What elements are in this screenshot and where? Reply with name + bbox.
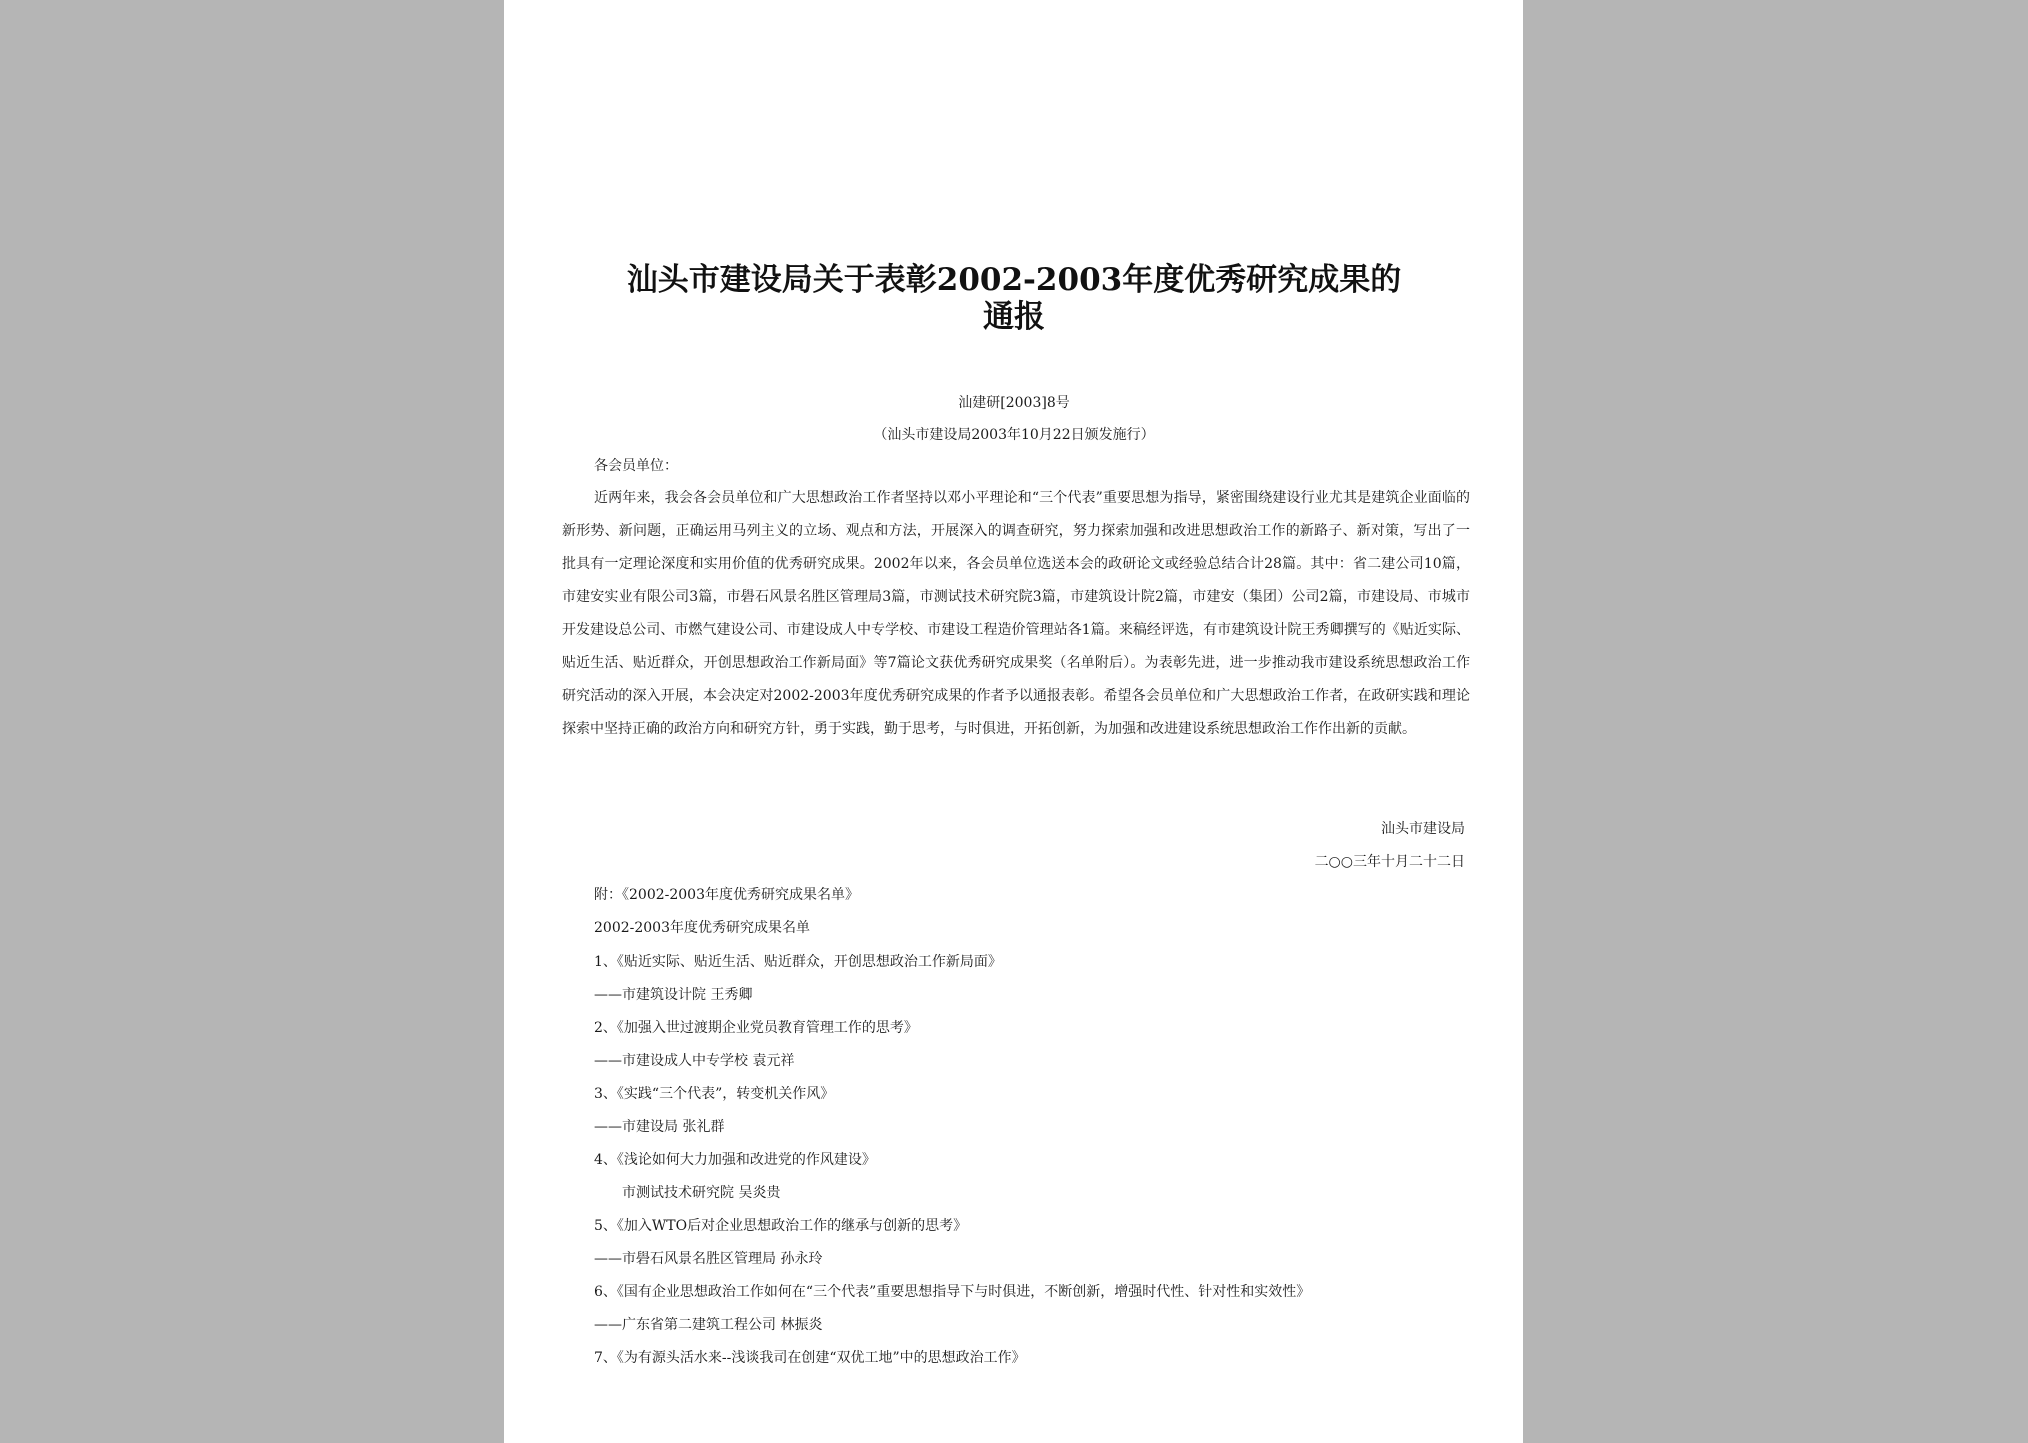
list-item: ——市建设局 张礼群: [594, 1119, 725, 1135]
list-item: ——广东省第二建筑工程公司 林振炎: [594, 1317, 823, 1333]
list-item: 3、《实践“三个代表”，转变机关作风》: [594, 1086, 835, 1102]
body-paragraph: 近两年来，我会各会员单位和广大思想政治工作者坚持以邓小平理论和“三个代表”重要思想为指导，紧密围绕建设行业尤其是建筑企业面临的新形势、新问题，正确运用马列主义的立场、观点和方法，开展深入的调查研究，努力探索加强和改进思想政治工作的新路子、新对策，写出了一批具有一定理论深度和实用价值的优秀研究成果。2002年以来，各会员单位选送本会的政研论文或经验总结合计28篇。其中：省二建公司10篇，市建安实业有限公司3篇，市礐石风景名胜区管理局3篇，市测试技术研究院3篇，市建筑设计院2篇，市建安（集团）公司2篇，市建设局、市城市开发建设总公司、市燃气建设公司、市建设成人中专学校、市建设工程造价管理站各1篇。来稿经评选，有市建筑设计院王秀卿撰写的《贴近实际、贴近生活、贴近群众，开创思想政治工作新局面》等7篇论文获优秀研究成果奖（名单附后）。为表彰先进，进一步推动我市建设系统思想政治工作研究活动的深入开展，本会决定对2002-2003年度优秀研究成果的作者予以通报表彰。希望各会员单位和广大思想政治工作者，在政研实践和理论探索中坚持正确的政治方向和研究方针，勇于实践，勤于思考，与时俱进，开拓创新，为加强和改进建设系统思想政治工作作出新的贡献。: [562, 490, 1470, 737]
list-item: ——市建筑设计院 王秀卿: [594, 987, 753, 1003]
list-item: ——市建设成人中专学校 袁元祥: [594, 1053, 795, 1069]
document-page: [504, 0, 1523, 1443]
document-number: 汕建研[2003]8号: [958, 395, 1070, 411]
list-item: 7、《为有源头活水来--浅谈我司在创建“双优工地”中的思想政治工作》: [594, 1350, 1026, 1366]
issue-note: （汕头市建设局2003年10月22日颁发施行）: [873, 427, 1155, 443]
sign-date: 二○○三年十月二十二日: [1314, 854, 1465, 870]
list-item: 市测试技术研究院 吴炎贵: [594, 1185, 781, 1201]
list-item: ——市礐石风景名胜区管理局 孙永玲: [594, 1251, 823, 1267]
title-line-1: 汕头市建设局关于表彰2002-2003年度优秀研究成果的: [626, 262, 1402, 298]
list-item: 2、《加强入世过渡期企业党员教育管理工作的思考》: [594, 1020, 918, 1036]
document-title: [584, 262, 1444, 336]
title-line-2: 通报: [983, 299, 1045, 335]
list-item: 5、《加入WTO后对企业思想政治工作的继承与创新的思考》: [594, 1218, 968, 1234]
attachment-note: 附：《2002-2003年度优秀研究成果名单》: [594, 887, 859, 903]
results-list: [594, 946, 1474, 1375]
signer: 汕头市建设局: [1381, 821, 1465, 837]
list-heading: 2002-2003年度优秀研究成果名单: [594, 920, 810, 936]
salutation: 各会员单位：: [594, 458, 678, 474]
list-item: 1、《贴近实际、贴近生活、贴近群众，开创思想政治工作新局面》: [594, 954, 1002, 970]
list-item: 4、《浅论如何大力加强和改进党的作风建设》: [594, 1152, 876, 1168]
list-item: 6、《国有企业思想政治工作如何在“三个代表”重要思想指导下与时俱进，不断创新，增强时代性、针对性和实效性》: [594, 1284, 1311, 1300]
